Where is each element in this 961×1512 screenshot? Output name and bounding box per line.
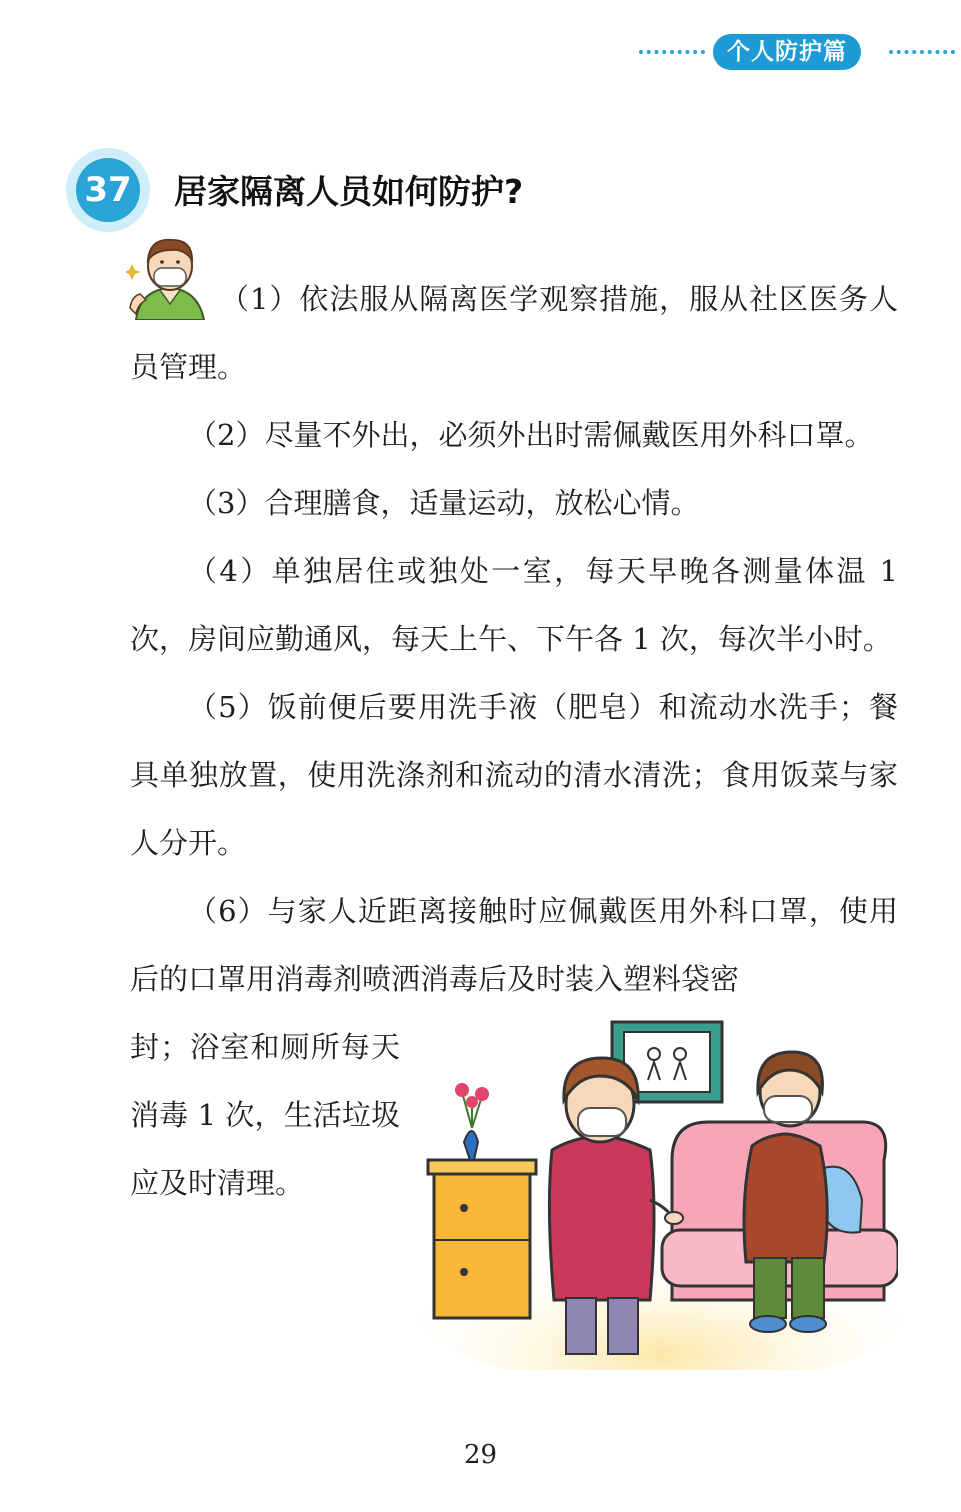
paragraph-1: （1）依法服从隔离医学观察措施，服从社区医务人员管理。 [130, 282, 898, 384]
question-number: 37 [76, 158, 140, 222]
section-header [631, 30, 961, 74]
paragraph-3: （3）合理膳食，适量运动，放松心情。 [188, 486, 700, 520]
header-dots-right [889, 50, 955, 54]
paragraph-6-continued: 封；浴室和厕所每天消毒 1 次，生活垃圾应及时清理。 [130, 1030, 400, 1200]
section-title-badge: 个人防护篇 [713, 34, 861, 70]
header-dots-left [639, 50, 705, 54]
paragraph-4: （4）单独居住或独处一室，每天早晚各测量体温 1 次，房间应勤通风，每天上午、下午各 1 次，每次半小时。 [130, 554, 898, 656]
paragraph-6: （6）与家人近距离接触时应佩戴医用外科口罩，使用后的口罩用消毒剂喷洒消毒后及时装入塑料袋密 [130, 894, 898, 996]
paragraph-5: （5）饭前便后要用洗手液（肥皂）和流动水洗手；餐具单独放置，使用洗涤剂和流动的清水清洗；食用饭菜与家人分开。 [130, 690, 898, 860]
question-number-badge [66, 148, 150, 232]
page-number: 29 [463, 1440, 498, 1470]
paragraph-2: （2）尽量不外出，必须外出时需佩戴医用外科口罩。 [188, 418, 874, 452]
question-title: 居家隔离人员如何防护? [174, 172, 524, 211]
home-isolation-illustration [412, 1000, 898, 1370]
